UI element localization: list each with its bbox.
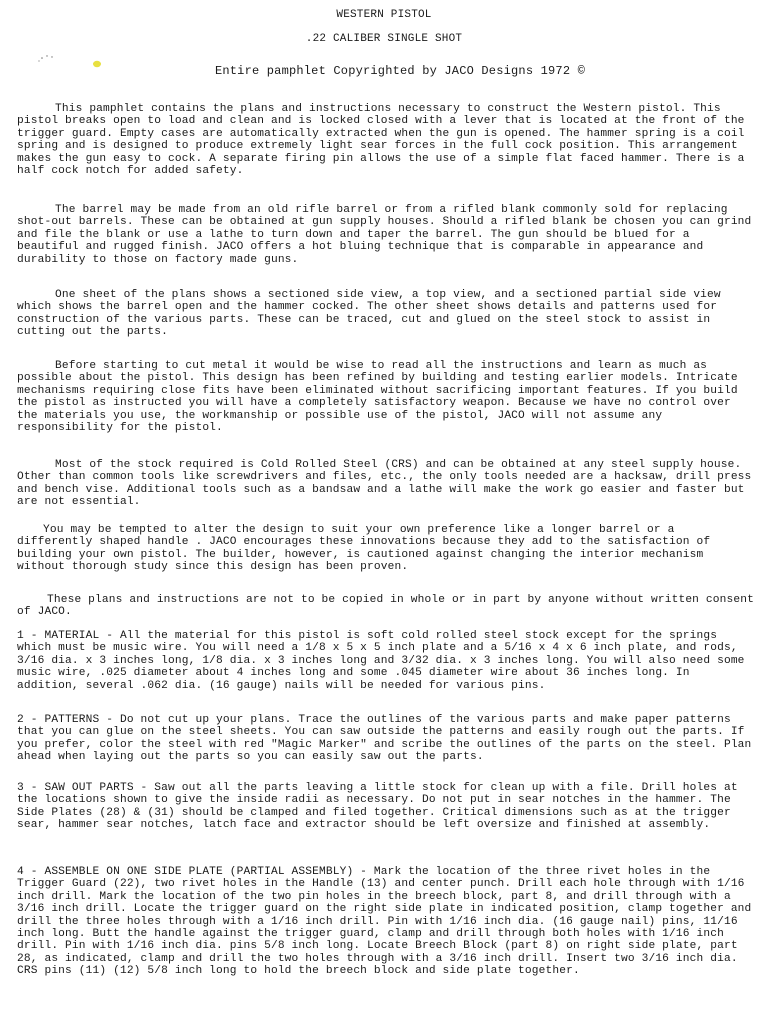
section-patterns (17, 714, 755, 764)
paragraph-intro (17, 103, 755, 177)
section-material (17, 630, 755, 692)
paragraph-alterations (17, 524, 755, 574)
paragraph-text: Before starting to cut metal it would be wise to read all the instructions and learn as much as possible about the pistol. This design has been refined by building and testing earlier models. Intricate mechanisms requiring close fits have been eliminated without sacrificing important features. If you build the pistol as instructed you will have a completely satisfactory weapon. Because we have no control over the materials you use, the workmanship or possible use of the pistol, JACO will not assume any responsibility for the pistol. (17, 360, 738, 435)
paragraph-text: You may be tempted to alter the design to suit your own preference like a longer barrel or a differently shaped handle . JACO encourages these innovations because they add to the satisfaction of building your own pistol. The builder, however, is cautioned against changing the interior mechanism without thorough study since this design has been proven. (17, 524, 711, 574)
paragraph-text: These plans and instructions are not to be copied in whole or in part by anyone without written consent of JACO. (17, 594, 754, 619)
paragraph-copy-notice (17, 594, 755, 619)
paragraph-text: This pamphlet contains the plans and instructions necessary to construct the Western pistol. This pistol breaks open to load and clean and is locked closed with a lever that is located at the front of the trigger guard. Empty cases are automatically extracted when the gun is opened. The hammer spring is a coil spring and is designed to produce extremely light sear forces in the full cock position. This arrangement makes the gun easy to cock. A separate firing pin allows the use of a simple flat faced hammer. There is a half cock notch for added safety. (17, 103, 745, 178)
copyright-line: Entire pamphlet Copyrighted by JACO Designs 1972 © (214, 64, 586, 78)
paragraph-text: 1 - MATERIAL - All the material for this pistol is soft cold rolled steel stock except for the springs which must be music wire. You will need a 1/8 x 5 x 5 inch plate and a 5/16 x 4 x 6 inch plate, and rods, 3/16 dia. x 3 inches long, 1/8 dia. x 3 inches long and 3/32 dia. x 3 inches long. You will also need some music wire, .025 diameter about 4 inches long and some .045 diameter wire about 36 inches long. In addition, several .062 dia. (16 gauge) nails will be needed for various pins. (17, 630, 745, 692)
paragraph-stock (17, 459, 755, 509)
section-saw-out-parts (17, 782, 755, 832)
paragraph-text: 4 - ASSEMBLE ON ONE SIDE PLATE (PARTIAL ASSEMBLY) - Mark the location of the three rivet holes in the Trigger Guard (22), two rivet holes in the Handle (13) and center punch. Drill each hole through with 1/16 inch drill. Mark the location of the two pin holes in the breech block, part 8, and drill through with a 3/16 inch drill. Locate the trigger guard on the right side plate in indicated position, clamp together and drill the three holes through with a 1/16 inch drill. Pin with 1/16 inch dia. (16 gauge nail) pins, 11/16 inch long. Butt the handle against the trigger guard, clamp and drill through both holes with 1/16 inch drill. Pin with 1/16 inch dia. pins 5/8 inch long. Locate Breech Block (part 8) on right side plate, part 28, as indicated, clamp and drill the two holes through with a 3/16 inch drill. Insert two 3/16 inch dia. CRS pins (11) (12) 5/8 inch long to hold the breech block and side plate together. (17, 866, 752, 978)
paragraph-before-starting (17, 360, 755, 434)
paragraph-plans (17, 289, 755, 339)
section-assemble (17, 866, 755, 978)
paragraph-text: One sheet of the plans shows a sectioned side view, a top view, and a sectioned partial side view which shows the barrel open and the hammer cocked. The other sheet shows details and patterns used for construction of the various parts. These can be traced, cut and glued on the steel stock to assist in cutting out the parts. (17, 289, 721, 339)
paragraph-text: 2 - PATTERNS - Do not cut up your plans. Trace the outlines of the various parts and make paper patterns that you can glue on the steel sheets. You can saw outside the patterns and easily rough out the parts. If you prefer, color the steel with red "Magic Marker" and scribe the outlines of the parts on the steel. Plan ahead when laying out the parts so you can easily saw out the parts. (17, 714, 752, 764)
paragraph-text: Most of the stock required is Cold Rolled Steel (CRS) and can be obtained at any steel supply house. Other than common tools like screwdrivers and files, etc., the only tools needed are a hacksaw, drill press and bench vise. Additional tools such as a bandsaw and a lathe will make the work go easier and faster but are not essential. (17, 459, 752, 509)
paragraph-text: 3 - SAW OUT PARTS - Saw out all the parts leaving a little stock for clean up with a file. Drill holes at the locations shown to give the inside radii as necessary. Do not put in sear notches in the hammer. The Side Plates (28) & (31) should be clamped and filed together. Critical dimensions such as at the trigger sear, hammer sear notches, latch face and extractor should be left oversize and finished at assembly. (17, 782, 738, 832)
document-subtitle: .22 CALIBER SINGLE SHOT (305, 33, 463, 45)
paragraph-barrel (17, 204, 755, 266)
document-title: WESTERN PISTOL (336, 9, 432, 21)
paragraph-text: The barrel may be made from an old rifle barrel or from a rifled blank commonly sold for replacing shot-out barrels. These can be obtained at gun supply houses. Should a rifled blank be chosen you can grind and file the blank or use a lathe to turn down and taper the barrel. The gun should be blued for a beautiful and rugged finish. JACO offers a hot bluing technique that is comparable in appearance and durability to those on factory made guns. (17, 204, 752, 266)
stray-marks-icon (30, 52, 110, 82)
